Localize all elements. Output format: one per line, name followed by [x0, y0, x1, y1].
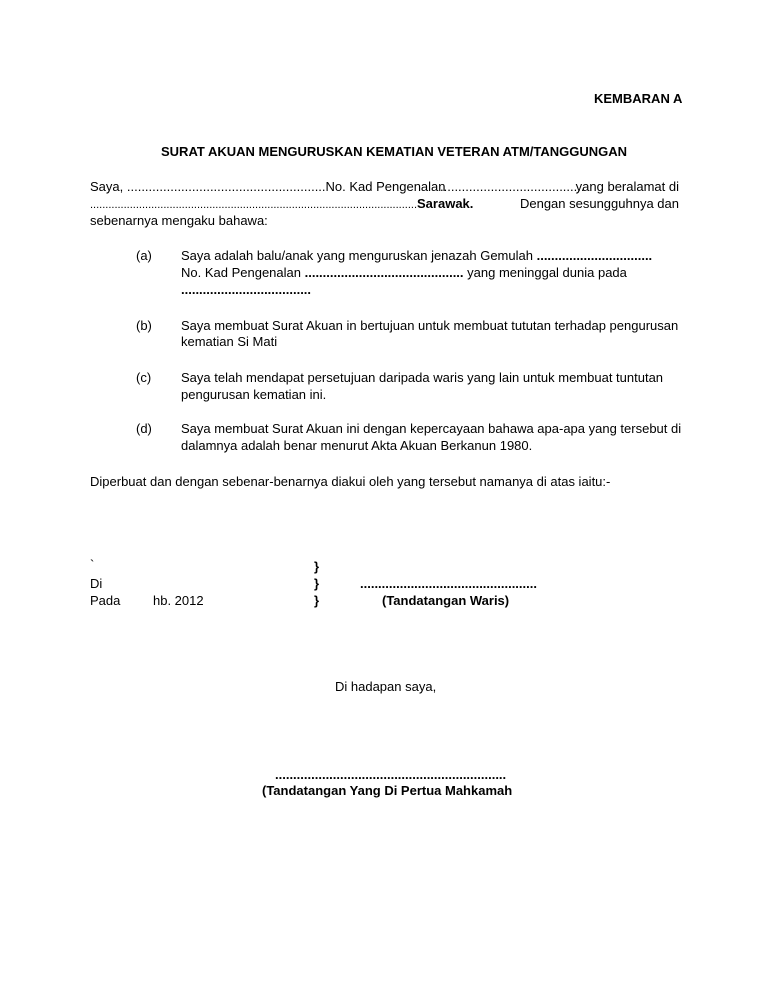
item-a-text: Saya adalah balu/anak yang menguruskan jenazah Gemulah	[181, 248, 533, 263]
di-label: Di	[90, 576, 103, 591]
intro-dengan: Dengan sesungguhnya dan	[519, 196, 679, 211]
intro-line-3: sebenarnya mengaku bahawa:	[90, 213, 268, 228]
pada-label: Pada	[90, 593, 121, 608]
di-hadapan-text: Di hadapan saya,	[335, 679, 437, 694]
declaration-text: Diperbuat dan dengan sebenar-benarnya diakui oleh yang tersebut namanya di atas iaitu:-	[90, 474, 611, 489]
item-a-dots-date: ....................................	[181, 282, 312, 297]
item-c-line-2: pengurusan kematian ini.	[181, 387, 327, 402]
item-d-line-2: dalamnya adalah benar menurut Akta Akuan Berkanun 1980.	[181, 438, 533, 453]
intro-saya: Saya,	[90, 179, 124, 194]
item-d-line-1: Saya membuat Surat Akuan ini dengan kepercayaan bahawa apa-apa yang tersebut di	[181, 421, 682, 436]
intro-dots-ic: ........................................	[440, 179, 585, 194]
intro-dots-name: .......................................................	[126, 179, 326, 194]
intro-dots-address: ...........................................................................................................	[90, 199, 418, 211]
item-d-label: (d)	[136, 421, 152, 436]
mahkamah-signature-dots: ................................................................	[275, 767, 507, 782]
item-b-line-1: Saya membuat Surat Akuan in bertujuan untuk membuat tututan terhadap pengurusan	[181, 318, 679, 333]
mahkamah-signature-label: (Tandatangan Yang Di Pertua Mahkamah	[262, 783, 513, 798]
kembaran-label: KEMBARAN A	[594, 91, 683, 106]
brace-3: }	[314, 593, 320, 608]
intro-line-1	[90, 179, 679, 194]
item-a-dots-ic: ............................................	[304, 265, 464, 280]
item-b-label: (b)	[136, 318, 152, 333]
intro-line-2	[90, 196, 679, 211]
item-c-label: (c)	[136, 370, 152, 385]
item-a-line-2	[181, 265, 627, 280]
document-title: SURAT AKUAN MENGURUSKAN KEMATIAN VETERAN ATM/TANGGUNGAN	[161, 144, 628, 159]
item-a-dots-gemulah: ................................	[536, 248, 653, 263]
tick-mark: `	[90, 557, 95, 572]
intro-yang-beralamat: yang beralamat di	[575, 179, 679, 194]
intro-no-kad: No. Kad Pengenalan	[325, 179, 446, 194]
hb-date: hb. 2012	[153, 593, 204, 608]
waris-signature-label: (Tandatangan Waris)	[382, 593, 510, 608]
waris-signature-dots: .................................................	[360, 576, 537, 591]
item-b-line-2: kematian Si Mati	[181, 334, 278, 349]
item-c-line-1: Saya telah mendapat persetujuan daripada waris yang lain untuk membuat tuntutan	[181, 370, 664, 385]
brace-2: }	[314, 576, 320, 591]
item-a-meninggal: yang meninggal dunia pada	[467, 265, 627, 280]
intro-sarawak: Sarawak.	[417, 196, 474, 211]
item-a-no-kad: No. Kad Pengenalan	[181, 265, 301, 280]
brace-1: }	[314, 559, 320, 574]
item-a-label: (a)	[136, 248, 152, 263]
item-a-line-1	[181, 248, 652, 263]
